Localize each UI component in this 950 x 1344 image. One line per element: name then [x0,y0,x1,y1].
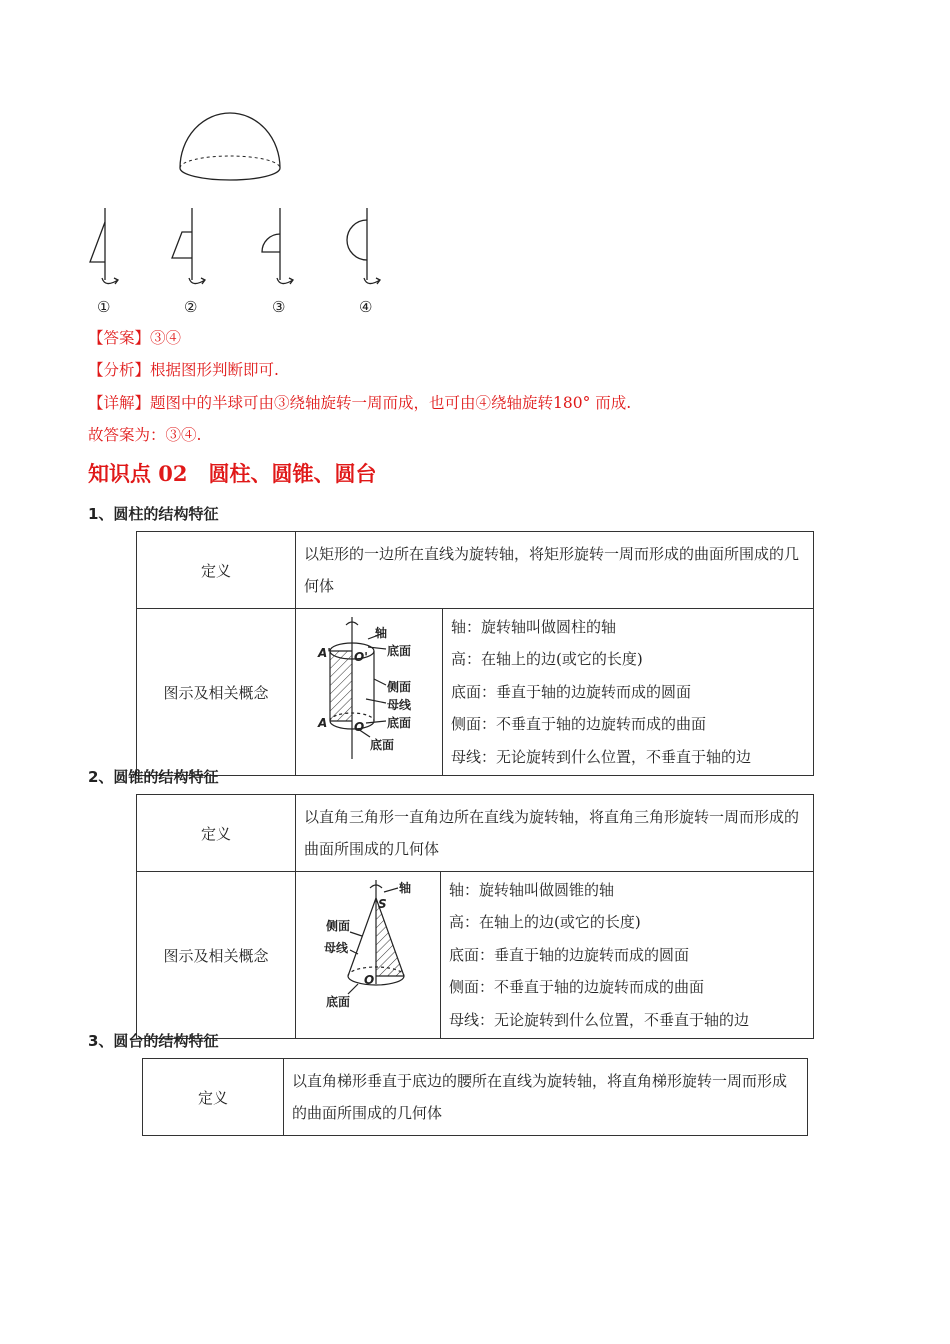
cone-axis-label: 轴 [399,881,412,895]
cone-concepts [441,872,814,1039]
answer-text: ③④ [150,329,182,347]
cone-concept-1: 轴：旋转轴叫做圆锥的轴 [449,880,615,899]
cylinder-diagram [296,609,442,771]
cone-center-label: O [364,973,375,987]
detail-text: 题图中的半球可由③绕轴旋转一周而成，也可由④绕轴旋转180° 而成. [150,394,632,412]
cone-gen-label: 母线 [324,941,349,955]
cyl-top-label: 底面 [387,644,412,658]
frustum-def-label: 定义 [143,1059,284,1136]
cylinder-fig-label: 图示及相关概念 [137,609,296,776]
cylinder-table [136,531,814,776]
cylinder-concept-4: 侧面：不垂直于轴的边旋转而成的曲面 [451,715,707,734]
cone-concept-3: 底面：垂直于轴的边旋转而成的圆面 [449,945,690,964]
detail-line [88,392,631,414]
cylinder-def-label: 定义 [137,532,296,609]
section-heading: 知识点 02 圆柱、圆锥、圆台 [88,461,377,486]
cyl-a1-label: A' [318,646,331,660]
cyl-axis-label: 轴 [375,626,388,640]
cylinder-figure-cell [296,609,443,776]
cone-diagram [296,872,440,1034]
cone-def-text: 以直角三角形一直角边所在直线为旋转轴，将直角三角形旋转一周而形成的曲面所围成的几何体 [296,795,814,872]
detail-tag: 【详解】 [88,394,151,412]
shape-label-3: ③ [272,298,286,316]
cone-concept-5: 母线：无论旋转到什么位置，不垂直于轴的边 [449,1010,750,1029]
analysis-text: 根据图形判断即可. [150,361,279,379]
answer-line [88,327,181,349]
cyl-o2-label: O [354,720,365,734]
cyl-bottom-label-2: 底面 [370,738,395,752]
shape-label-4: ④ [359,298,373,316]
frustum-def-text: 以直角梯形垂直于底边的腰所在直线为旋转轴，将直角梯形旋转一周而形成的曲面所围成的几何体 [284,1059,808,1136]
cone-bottom-label: 底面 [326,995,351,1009]
cone-concept-2: 高：在轴上的边(或它的长度) [449,913,641,932]
analysis-line [88,359,279,381]
cone-concept-4: 侧面：不垂直于轴的边旋转而成的曲面 [449,978,705,997]
cylinder-title: 1、圆柱的结构特征 [88,505,219,523]
hemisphere-figure [170,108,290,188]
cyl-gen-label: 母线 [387,698,412,712]
frustum-title: 3、圆台的结构特征 [88,1032,219,1050]
frustum-table [142,1058,808,1136]
cone-apex-label: S [378,897,387,911]
cone-def-label: 定义 [137,795,296,872]
cyl-o1-label: O' [354,650,368,664]
cylinder-concept-1: 轴：旋转轴叫做圆柱的轴 [451,617,617,636]
cyl-bottom-label-1: 底面 [387,716,412,730]
cyl-side-label: 侧面 [387,680,412,694]
cone-title: 2、圆锥的结构特征 [88,768,219,786]
conclusion-line: 故答案为：③④. [88,426,202,444]
analysis-tag: 【分析】 [88,361,151,379]
shape-label-2: ② [184,298,198,316]
cylinder-concept-3: 底面：垂直于轴的边旋转而成的圆面 [451,682,692,701]
answer-tag: 【答案】 [88,329,151,347]
rotation-shapes-figure [80,200,390,295]
cylinder-def-text: 以矩形的一边所在直线为旋转轴，将矩形旋转一周而形成的曲面所围成的几何体 [296,532,814,609]
cylinder-concept-5: 母线：无论旋转到什么位置，不垂直于轴的边 [451,747,752,766]
shape-label-1: ① [97,298,111,316]
cone-figure-cell [296,872,441,1039]
cone-table [136,794,814,1039]
cone-fig-label: 图示及相关概念 [137,872,296,1039]
cylinder-concept-2: 高：在轴上的边(或它的长度) [451,650,643,669]
cone-side-label: 侧面 [326,919,351,933]
cylinder-concepts [443,609,814,776]
cyl-a2-label: A [318,716,328,730]
